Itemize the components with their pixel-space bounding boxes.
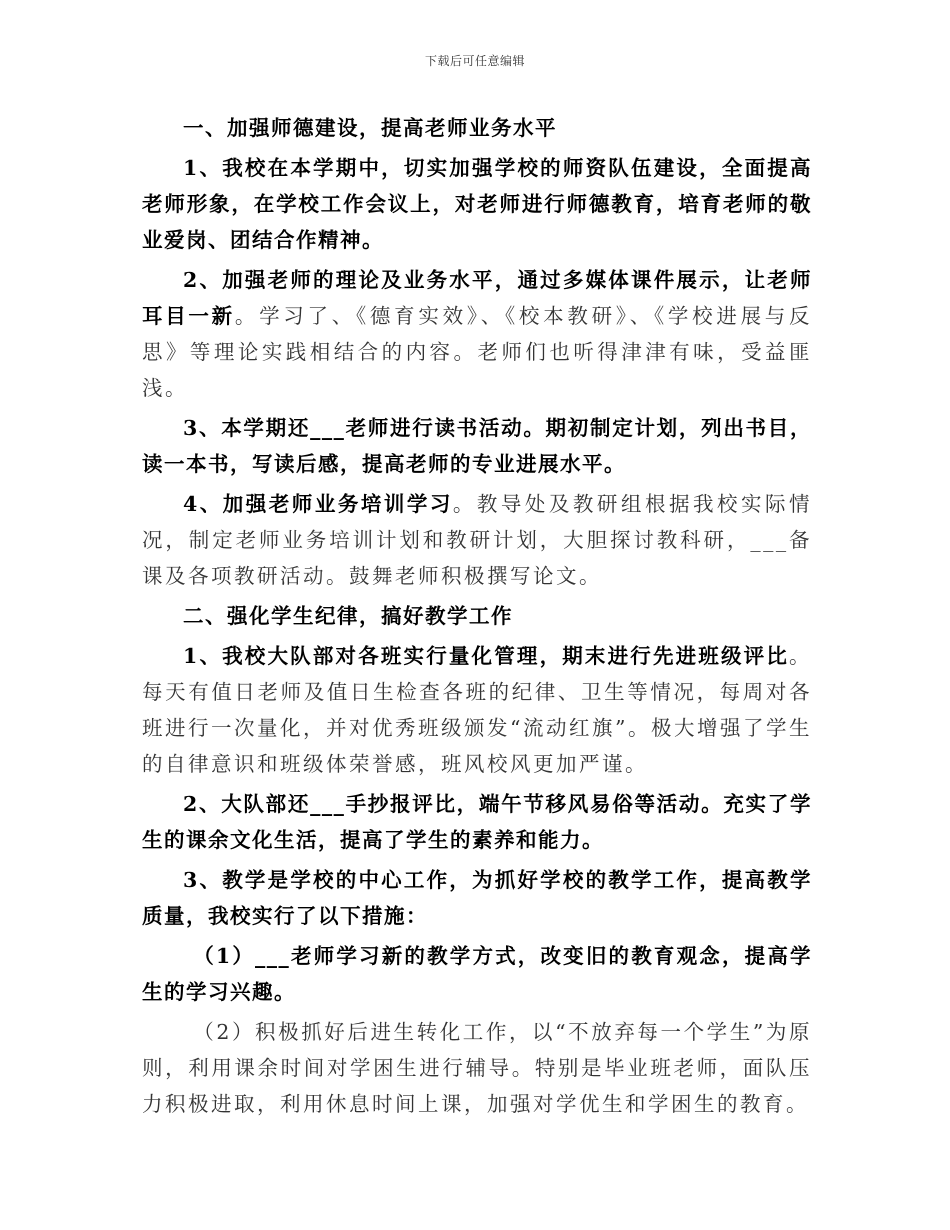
paragraph-bold-text: 1、我校大队部对各班实行量化管理，期末进行先进班级评比 (183, 644, 789, 668)
paragraph-2-3 (142, 862, 812, 934)
paragraph-bold-text: 1、我校在本学期中，切实加强学校的师资队伍建设，全面提高老师形象，在学校工作会议上，对老师进行师德教育，培育老师的敬业爱岗、团结合作精神。 (142, 156, 812, 252)
paragraph-2-3-item-1 (142, 938, 812, 1010)
paragraph-1-1 (142, 150, 812, 258)
section-heading-1 (142, 110, 812, 146)
paragraph-text: （2）积极抓好后进生转化工作，以“不放弃每一个学生”为原则，利用课余时间对学困生进行辅导。特别是毕业班老师，面队压力积极进取，利用休息时间上课，加强对学优生和学困生的教育。 (142, 1020, 812, 1116)
paragraph-text: 。教导处及教研组根据我校实际情况，制定老师业务培训计划和教研计划，大胆探讨教科研，___备课及各项教研活动。鼓舞老师积极撰写论文。 (142, 492, 813, 588)
paragraph-2-1 (142, 638, 812, 782)
document-body (142, 110, 812, 1122)
section-heading-2 (142, 598, 812, 634)
paragraph-bold-text: 2、加强老师的理论及业务水平，通过多媒体课件展示，让老师耳目一新 (142, 268, 812, 328)
paragraph-bold-text: 2、大队部还___手抄报评比，端午节移风易俗等活动。充实了学生的课余文化生活，提高了学生的素养和能力。 (142, 792, 812, 852)
paragraph-text: 。每天有值日老师及值日生检查各班的纪律、卫生等情况，每周对各班进行一次量化，并对优秀班级颁发“流动红旗”。极大增强了学生的自律意识和班级体荣誉感，班风校风更加严谨。 (142, 644, 812, 776)
paragraph-bold-text: 3、教学是学校的中心工作，为抓好学校的教学工作，提高教学质量，我校实行了以下措施： (142, 868, 812, 928)
page-header: 下载后可任意编辑 (424, 54, 525, 68)
paragraph-bold-text: （1）___老师学习新的教学方式，改变旧的教育观念，提高学生的学习兴趣。 (142, 944, 812, 1004)
paragraph-text: 。学习了、《德育实效》、《校本教研》、《学校进展与反思》等理论实践相结合的内容。老师们也听得津津有味，受益匪浅。 (142, 304, 813, 400)
paragraph-bold-text: 二、强化学生纪律，搞好教学工作 (183, 604, 513, 628)
paragraph-bold-text: 一、加强师德建设，提高老师业务水平 (183, 116, 557, 140)
paragraph-1-4 (142, 486, 812, 594)
paragraph-1-2 (142, 262, 812, 406)
paragraph-2-3-item-2 (142, 1014, 812, 1122)
paragraph-bold-text: 4、加强老师业务培训学习 (183, 492, 453, 516)
paragraph-1-3 (142, 410, 812, 482)
paragraph-2-2 (142, 786, 812, 858)
paragraph-bold-text: 3、本学期还___老师进行读书活动。期初制定计划，列出书目，读一本书，写读后感，提高老师的专业进展水平。 (142, 416, 812, 476)
